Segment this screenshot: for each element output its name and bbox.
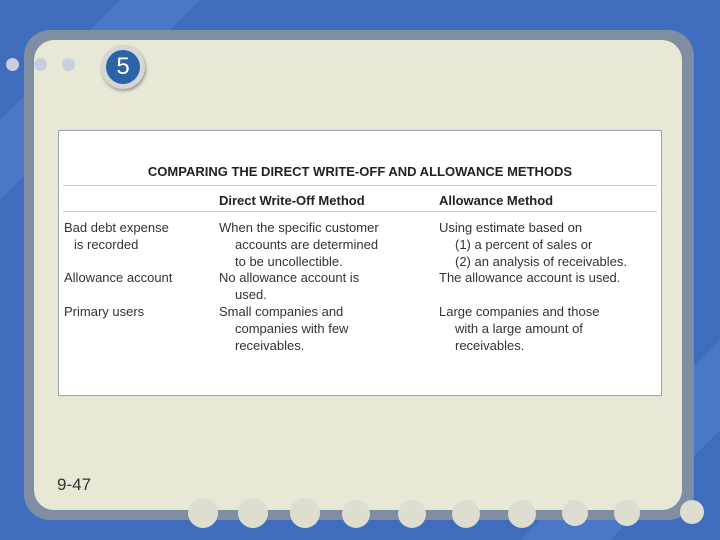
cell-allowance: Using estimate based on (1) a percent of sales or (2) an analysis of receivables. [439,220,627,269]
column-header-allowance: Allowance Method [439,193,554,208]
divider [63,211,657,212]
divider [63,185,657,186]
circle-icon [342,500,370,528]
table-title: COMPARING THE DIRECT WRITE-OFF AND ALLOWANCE METHODS [147,164,573,179]
dot-icon [6,58,19,71]
cell-direct: No allowance account is used. [219,270,360,302]
circle-icon [290,498,320,528]
cell-direct: Small companies and companies with few receivables. [219,304,349,353]
cell-direct: When the specific customer accounts are determined to be uncollectible. [219,220,379,269]
circle-icon [238,498,268,528]
slide-number: 9-47 [57,475,92,494]
circle-icon [614,500,640,526]
circle-icon [398,500,426,528]
section-number: 5 [106,50,140,84]
cell-allowance: The allowance account is used. [439,270,621,285]
circle-icon [680,500,704,524]
cell-allowance: Large companies and those with a large amount of receivables. [439,304,600,353]
row-label: Bad debt expense is recorded [64,220,169,252]
circle-icon [562,500,588,526]
row-label: Primary users [64,304,145,319]
dot-icon [34,58,47,71]
comparison-table [58,130,662,396]
circle-icon [508,500,536,528]
dot-icon [62,58,75,71]
circle-icon [188,498,218,528]
column-header-direct: Direct Write-Off Method [219,193,365,208]
circle-icon [452,500,480,528]
row-label: Allowance account [64,270,173,285]
section-badge [101,45,145,89]
